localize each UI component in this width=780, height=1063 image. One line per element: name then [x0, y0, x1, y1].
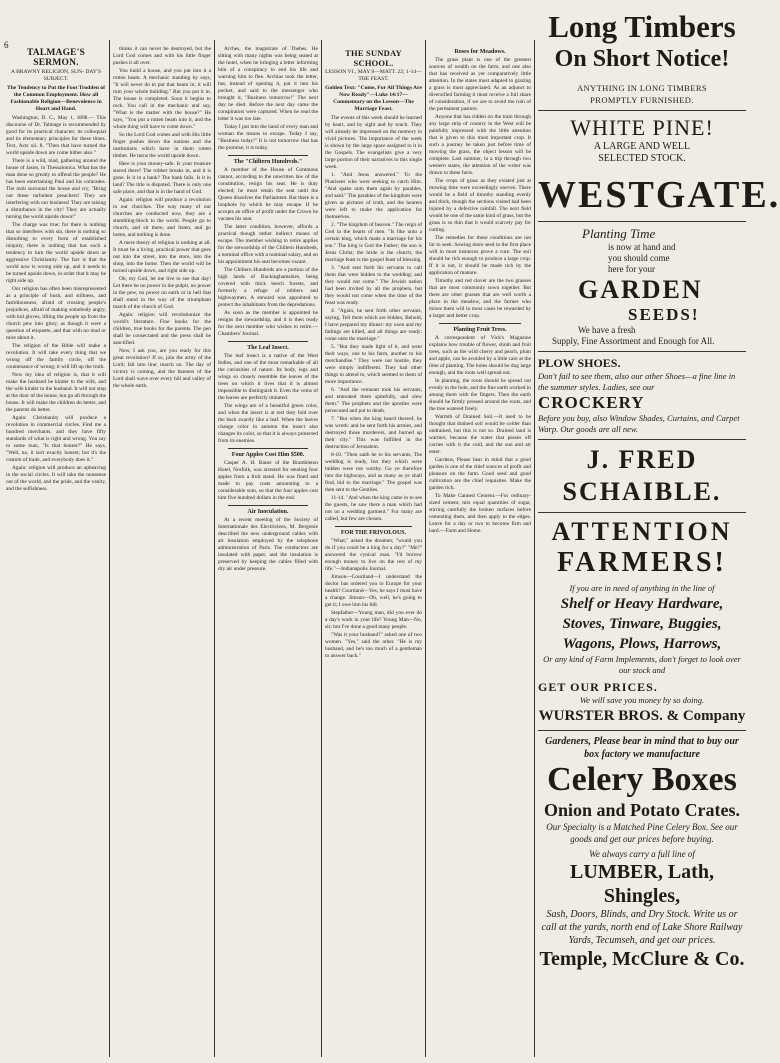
divider — [439, 323, 521, 324]
ad-product-line: Shelf or Heavy Hardware, — [560, 596, 724, 612]
advertisements-column — [538, 8, 780, 1055]
ad-text: Sash, Doors, Blinds, and Dry Stock. Write us or call at the yards, north end of Lake Shore Railway Yards, Tecumseh, and get our prices. — [541, 909, 743, 946]
ad-headline: Planting Time — [582, 226, 656, 241]
article-paragraph: The wings are of a beautiful green color, and when the insect is at rest they fold over the back exactly like a leaf. When the leaves change color in autumn the insect also changes its color, so that it is always protected from its enemies. — [218, 403, 318, 444]
ad-hardware — [538, 513, 746, 731]
farm-heading: Planting Fruit Trees. — [453, 327, 507, 333]
joke-paragraph: Jimson—Courtland—I understand the doctor has ordered you to Europe for your health? Courtland—Yes; he says I must have a change. Jimson—Oh, well, he's going to get it; I owe him his bill. — [325, 574, 422, 608]
divider — [228, 341, 308, 342]
sermon-paragraph: thinks it can never be destroyed, but the Lord God comes and with his little finger pushes it all over. — [113, 46, 211, 66]
column-rule — [109, 40, 110, 1057]
farm-paragraph: A correspondent of Vick's Magazine explains how trouble of flower, shrub and fruit trees, such as the wild cherry and peach, plum and apple, can be avoided by a little care at the time of planting. The holes should be dug large enough, and the roots well spread out. — [429, 335, 531, 376]
lesson-paragraph: 5. "But they made light of it, and went their ways, one to his farm, another to his merchandise." They were not hostile, they were simply indifferent. They had other things to attend to, which seemed to them of more importance. — [325, 344, 422, 385]
sermon-paragraph: Here is your money-safe. Is your treasure stored there? The robber breaks in, and it is gone. Is it in a bank? The bank fails. Is it in land? The title is disputed. There is only one safe place, and that is in the hand of God. — [113, 161, 211, 195]
ad-text: PROMPTLY FURNISHED. — [590, 95, 694, 105]
ad-westgate — [538, 169, 780, 222]
joke-paragraph: "Was it your husband?" asked one of two women. "Yes," said the other. "He is my husband, and he's too much of a gentleman to answer back." — [325, 632, 422, 659]
article-heading: Four Apples Cost Him $500. — [231, 452, 305, 458]
sermon-title: TALMAGE'S SERMON. — [26, 48, 86, 68]
farm-paragraph: Timothy and red clover are the two grasses that are most commonly sown together. But there are other grasses that are well worth a place in the meadow, and the farmer who mixes them will in most cases be rewarded by a larger and better crop. — [429, 278, 531, 319]
sermon-paragraph: Again: Christianity will produce a revolution in commercial circles. Find me a hundred merchants, and they have fifty standards of what is right and wrong. You say to some man, "Is that honest?" He says, "Well, no, it isn't exactly honest; but it's the custom of trade, and everybody does it." — [6, 415, 106, 463]
farm-paragraph: To Make Canned Cement.—For ordinary-sized cement, mix equal quantities of sugar, stirring carefully the broken surfaces before cementing them, and then apply to the edges. Leave for a day or two to become firm and hard.—Farm and Home. — [429, 493, 531, 534]
ad-product-line: Wagons, Plows, Harrows, — [562, 636, 722, 652]
ad-text: Our Specialty is a Matched Pine Celery Box. See our goods and get our prices before buying. — [546, 822, 738, 844]
ad-text: A LARGE AND WELL — [593, 141, 691, 152]
article-paragraph: At a recent meeting of the Society of Internationale des Electriciens, M. Bergonie described the new underground cables with air insulation employed by the telephone administration of Paris. The conductors are insulated with paper, and the insulation is preserved by keeping the cables filled with dry air under pressure. — [218, 517, 318, 572]
ad-product-line: Stoves, Tinware, Buggies, — [562, 616, 722, 632]
divider — [228, 155, 308, 156]
ad-merchant-name: J. FRED SCHAIBLE. — [562, 445, 722, 506]
sermon-paragraph: Now, I ask you, are you ready for this great revolution? If so, join the army of the Lord; fall into line; march on. The day of victory is coming, and the banners of the Lord shall wave over every hill and valley of the whole earth. — [113, 348, 211, 389]
article-heading: The Leaf Insect. — [247, 345, 289, 351]
ad-merchant-name: WESTGATE. — [538, 174, 780, 216]
column-rule — [321, 40, 322, 1057]
column-sunday-school — [325, 46, 422, 1055]
sermon-paragraph: Again: religion will revolutionize the world's literature. Fine books for the children, true books for the parents. The pen shall be consecrated and the press shall be sanctified. — [113, 312, 211, 346]
ad-text: If you are in need of anything in the line of — [569, 583, 715, 593]
sermon-paragraph: You build a house, and you put into it a rotten beam. A mechanic standing by says, "It will never do to put that beam in; it will ruin your whole building." But you put it in. The house is completed. Soon it begins to rock. You call in the mechanic and say, "What is the matter with the house?" He says, "You put a rotten beam into it, and the whole thing will have to come down." — [113, 68, 211, 130]
ad-headline: GET OUR PRICES. — [538, 680, 658, 694]
ad-headline: GARDEN — [578, 275, 703, 304]
ad-text: We will save you money by so doing. — [579, 695, 705, 705]
ad-text: ANYTHING IN LONG TIMBERS — [576, 83, 708, 93]
ad-text: Don't fail to see them, also our other Shoes—a fine line in the summer styles. Ladies, see our — [538, 371, 736, 392]
article-paragraph: The latter condition, however, affords a practical though rather indirect means of escape. The member wishing to retire applies for the stewardship of the Chiltern Hundreds, a nominal office with a nominal salary, and on his appointment his seat becomes vacant. — [218, 224, 318, 265]
column-rule — [425, 40, 426, 1057]
article-paragraph: The leaf insect is a native of the West Indies, and one of the most remarkable of all the curiosities of nature. Its body, legs and wings so closely resemble the leaves of the trees on which it lives that it is almost impossible to distinguish it. Even the veins of the leaves are perfectly imitated. — [218, 353, 318, 401]
ad-text: SELECTED STOCK. — [598, 153, 686, 164]
ad-shoes-crockery — [538, 352, 746, 440]
article-paragraph: Arches, the magistrate of Thebes. He sitting with many nights was being seated at the hotel, when he bringing a letter informing him of a conspiracy to end his life and warning him to flee. Archias took the letter, but, instead of opening it, put it into his pocket, and said to the messenger who brought it, "Business tomorrow!" The next day he died. Before the next day came the conspirators were captured. When he read the letter it was too late. — [218, 46, 318, 122]
ad-garden-seeds — [538, 222, 746, 352]
farm-paragraph: The grass plant is one of the greatest sources of wealth on the farm, and one also that has received as yet comparatively little attention. In the states most adapted to grazing a grass is most appreciated. As an adjunct to diversified farming it must receive a full share of consideration, if we are to avoid the ruin of the permanent pasture. — [429, 57, 531, 112]
lesson-paragraph: 1. "And Jesus answered." To the Pharisees who were seeking to catch Him. "And spake unto them again by parables, and said." The parables of the kingdom were given as pictures of truth, and the hearers were left to make the application for themselves. — [325, 172, 422, 220]
lesson-paragraph: 4. "Again, he sent forth other servants, saying, Tell them which are bidden, Behold, I have prepared my dinner: my oxen and my fatlings are killed, and all things are ready: come unto the marriage." — [325, 308, 422, 342]
ad-text: Or any kind of Farm Implements, don't forget to look over our stock and — [543, 654, 741, 675]
column-miscellany — [218, 46, 318, 1055]
lesson-paragraph: 2. "The kingdom of heaven." The reign of God in the hearts of men. "Is like unto a certain king, which made a marriage for his son." The king is God the Father; the son is Jesus Christ; the bride is the church; the marriage feast is the gospel feast of blessing. — [325, 222, 422, 263]
sermon-paragraph: The charge was true; for there is nothing that so interferes with sin, there is nothing so disturbing to every form of established iniquity, there is nothing that has such a tendency to turn the world upside down as aggressive Christianity. The fact is that the world now is wrong side up, and it needs to be turned upside down, in order that it may be right side up. — [6, 222, 106, 284]
ad-headline: ATTENTION — [551, 517, 733, 546]
ad-long-timbers — [538, 8, 746, 111]
sermon-paragraph: Now my idea of religion is, that it will make the husband be kinder to the wife, and the wife kinder to the husband. It will not stop at the door of the house, but go all through the house. It will make the children do better, and the parents do better. — [6, 372, 106, 413]
article-paragraph: As soon as the member is appointed he resigns the stewardship, and it is then ready for the next member who wishes to retire.—Chambers' Journal. — [218, 310, 318, 337]
farm-paragraph: The crops of grass as they existed just at mowing time were exceedingly uneven. There would be a field of timothy standing evenly and thick, though the sections visited had been injured by a defective rainfall. The next field would be one of the same kind of grass, but the grass is so thin that it would scarcely pay for cutting. — [429, 178, 531, 233]
ad-white-pine — [538, 111, 746, 169]
sunday-school-title: THE SUNDAY SCHOOL. — [345, 48, 402, 68]
joke-paragraph: Stepfather—Young man, did you ever do a day's work in your life? Young Man—No, sir; but I've done a good many people. — [325, 610, 422, 630]
ad-text: We always carry a full line of — [589, 849, 695, 859]
sermon-dateline: Washington, D. C., May 1, 1898.— This discourse of Dr. Talmage is recommended by good for its practical character, its colloquial and its elementary principles for these times. Text, Acts xii. 8, "Then that have turned the world upside down are come hither also." — [6, 115, 106, 156]
ad-merchant-name: WURSTER BROS. & Company — [538, 708, 746, 724]
ad-headline: SEEDS! — [628, 305, 700, 324]
column-rule — [214, 40, 215, 1057]
column-sermon-continued — [113, 46, 211, 1055]
ad-celery-boxes — [538, 731, 746, 975]
farm-heading: Roses for Meadows. — [454, 49, 506, 55]
sermon-paragraph: Again: religion will produce a revolution in our churches. The way many of our churches are conducted now, they are a stumbling-block to the world. People go to church, and sit there, and listen, and go home, and nothing is done. — [113, 197, 211, 238]
golden-text: Golden Text: "Come, For All Things Are Now Ready"—Luke 14:17—Commentary on the Lesson—The Marriage Feast. — [325, 85, 422, 112]
ad-headline: On Short Notice! — [554, 46, 730, 72]
article-heading: Air Inoculation. — [247, 509, 289, 515]
sermon-paragraph: Our religion has often been misrepresented as a principle of hush, and stillness, and fastidiousness, afraid of crossing people's prejudices, afraid of making somebody angry, with kid gloves, lifting the people up from the church pew into glory, as though it were a question of etiquette, and that with no mud or mire about it. — [6, 286, 106, 341]
frivolous-heading: FOR THE FRIVOLOUS. — [340, 530, 407, 536]
farm-paragraph: The remedies for these conditions are not far to seek. Sowing more seed in the first place will in most instances prove a cure. The soil should be rich enough to produce a large crop. If it is not, it should be made rich by the application of manure. — [429, 235, 531, 276]
ad-headline: WHITE PINE! — [570, 115, 714, 140]
ad-headline: Celery Boxes — [547, 761, 737, 798]
divider — [335, 526, 412, 527]
lesson-paragraph: 11-14. "And when the king came in to see the guests, he saw there a man which had not on a wedding garment." For many are called, but few are chosen. — [325, 495, 422, 522]
sermon-paragraph: So the Lord God comes and with His little finger pushes down the nations and the institutions which have in them rotten timber. He turns the world upside down. — [113, 132, 211, 159]
farm-paragraph: Gardens, Please bear in mind that a good garden is one of the chief sources of profit and pleasure on the farm. Good seed and good cultivation are the chief requisites. Make the garden rich. — [429, 457, 531, 491]
column-talmage-sermon — [6, 46, 106, 1055]
lesson-paragraph: The events of this week should be learned by heart, and by sight and by touch. They will already be impressed on the memory in vivid pictures. The importance of the week is shown by the large space assigned to it in the Gospels. The evangelists give a very large portion of their narratives to this single week. — [325, 115, 422, 170]
lesson-paragraph: 3. "And sent forth his servants to call them that were bidden to the wedding: and they would not come." The Jewish nation had been invited by all the prophets, but they would not come when the time of the feast was ready. — [325, 265, 422, 306]
farm-paragraph: Warmth of Drained Soil.—It used to be thought that drained soil would be colder than undrained, but this is not so. Drained land is warmer, because the water that passes off carries with it the cold, and the sun and air enter. — [429, 414, 531, 455]
sermon-subtitle: A BRAWNY RELIGION, SUN- DAY'S SUBJECT. — [10, 69, 102, 82]
ad-text: here for your — [608, 264, 655, 274]
ad-text: We have a fresh — [578, 325, 636, 335]
ad-text: Supply, Fine Assortment and Enough for All. — [552, 336, 715, 346]
ad-text: you should come — [608, 253, 670, 263]
ad-headline: Long Timbers — [548, 9, 736, 44]
lesson-paragraph: 8-10. "Then saith he to his servants, The wedding is ready, but they which were bidden were not worthy. Go ye therefore into the highways, and as many as ye shall find, bid to the marriage." The gospel was then sent to the Gentiles. — [325, 452, 422, 493]
sermon-deck: The Tendency to Put the Foot Trodden of the Common Employment. How all Fashionable Religion—Benevolence in Heart and Hand. — [6, 85, 106, 112]
ad-headline: LUMBER, Lath, Shingles, — [570, 861, 714, 907]
article-heading: The "Chiltern Hundreds." — [233, 159, 303, 165]
column-farm-notes — [429, 46, 531, 1055]
ad-text: Gardeners, Please bear in mind that to buy our box factory we manufacture — [545, 736, 739, 760]
ad-headline: FARMERS! — [557, 547, 727, 578]
page-number: 6 — [4, 40, 9, 50]
sermon-paragraph: Again: religion will produce an upheaving in the social circles. It will take the nonsense out of the world, and the pride, and the vanity, and the selfishness. — [6, 465, 106, 492]
divider — [228, 505, 308, 506]
lesson-paragraph: 6. "And the remnant took his servants, and entreated them spitefully, and slew them." The prophets and the apostles were persecuted and put to death. — [325, 387, 422, 414]
article-paragraph: Today I put into the hand of every man and woman the means to escape. Today I say, "Business today!" It is not tomorrow that has the promise, it is today. — [218, 124, 318, 151]
ad-text: is now at hand and — [608, 242, 676, 252]
ad-schaible — [538, 440, 746, 513]
ad-headline: PLOW SHOES. — [538, 356, 621, 370]
ad-text: Before you buy, also Window Shades, Curtains, and Carpet Warp. Our goods are all new. — [538, 413, 740, 434]
article-paragraph: A member of the House of Commons cannot, according to the unwritten law of the constitution, resign his seat. He is duty elected; he must retain the seat until the Queen dissolves the Parliament. But there is a loophole by which he may escape. If he accepts an office of profit under the Crown he vacates his seat. — [218, 167, 318, 222]
column-rule — [534, 40, 535, 1057]
article-paragraph: The Chiltern Hundreds are a portion of the high lands of Buckinghamshire, being covered with thick beech forests, and formerly a refuge of robbers and highwaymen. A steward was appointed to protect the inhabitants from the depredations. — [218, 267, 318, 308]
ad-headline: CROCKERY — [538, 393, 645, 412]
sermon-paragraph: There is a wild, mad, gathering around the house of Jason, in Thessalonica. What has the man done so greatly to offend the people? He has been entertaining Paul and his comrades. The mob surround the house and cry, "Bring out these turbulent preachers! They are interfering with our business! They are raising a disturbance in the city! They are actually turning the world upside down!" — [6, 158, 106, 220]
ad-headline: Onion and Potato Crates. — [543, 800, 740, 820]
sermon-paragraph: A mere theory of religion is nothing at all. It must be a living, practical power that goes out into the street, into the store, into the shop, into the home. Then the world will be turned upside down, and right side up. — [113, 240, 211, 274]
lesson-paragraph: 7. "But when the king heard thereof, he was wroth: and he sent forth his armies, and destroyed those murderers, and burned up their city." This was fulfilled in the destruction of Jerusalem. — [325, 416, 422, 450]
divider — [228, 448, 308, 449]
sermon-paragraph: The religion of the Bible will make a revolution. It will take every thing that we wrong off the family circle, off the countenance of wrong; it will lift up the truth. — [6, 343, 106, 370]
farm-paragraph: In planting, the roots should be spread out evenly in the hole, and the fine earth worked in among them with the fingers. Then the earth should be firmly pressed around the roots, and the tree watered freely. — [429, 378, 531, 412]
article-paragraph: Casper A. H. Bauer of the Brambleton Hotel, Norfolk, was arrested for stealing four apples from a fruit stand. He was fined and made to pay costs amounting to a considerable sum, so that the four apples cost him five hundred dollars in the end. — [218, 460, 318, 501]
sermon-paragraph: Oh, my God, let me live to see that day! Let there be no power in the pulpit, no power in the pew, no power on earth or in hell that shall stand in the way of the triumphant march of the church of God. — [113, 276, 211, 310]
lesson-line: LESSON VI., MAY 8—MATT. 22; 1-14—THE FEAST. — [325, 69, 422, 82]
farm-paragraph: Anyone that has ridden on the train through any large strip of country in the West will be painfully impressed with the little attention that is given to this most important crop. It such a journey be taken just before time of mowing the grass, the object lesson will be complete. Last summer, in a trip through two western states, the attention of the writer was drawn to these facts. — [429, 114, 531, 176]
joke-paragraph: "What," asked the dreamer, "would you do if you could be a king for a day?" "Me?" answered the cynical man. "I'd borrow enough money to live on the rest of my life."—Indianapolis Journal. — [325, 538, 422, 572]
ad-merchant-name: Temple, McClure & Co. — [539, 948, 745, 970]
